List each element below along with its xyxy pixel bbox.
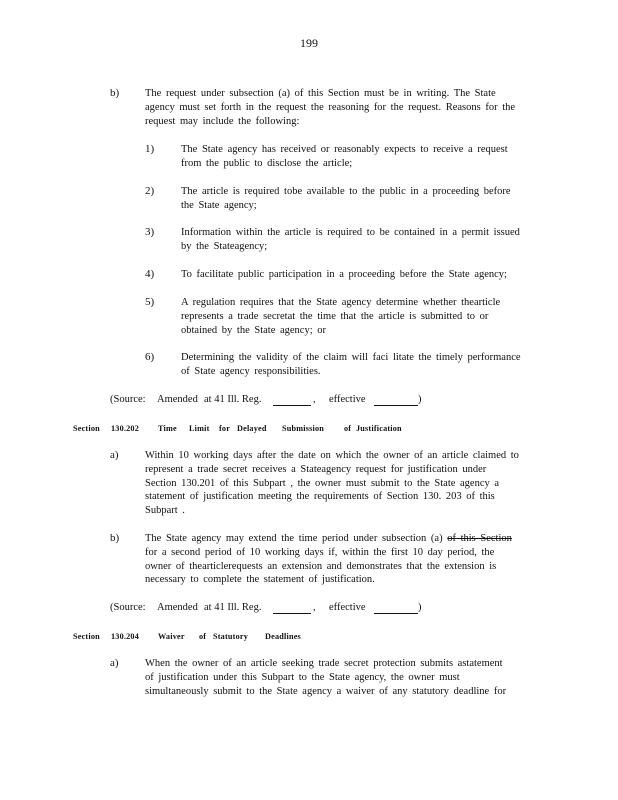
text-line: obtained by the State agency; or bbox=[181, 324, 326, 336]
subsection-a-label: a) bbox=[110, 449, 119, 461]
source-register: at 41 Ill. Reg. bbox=[204, 602, 262, 613]
struck-text: of this Section bbox=[447, 533, 512, 544]
text-line: The request under subsection (a) of this Section must be in writing. The State bbox=[145, 88, 496, 99]
text-line: To facilitate public participation in a proceeding before the State agency; bbox=[181, 269, 507, 280]
text-line: request may include the following: bbox=[145, 115, 300, 127]
source-effective: effective bbox=[329, 602, 366, 613]
text-line: The article is required tobe available to the public in a proceeding before bbox=[181, 186, 511, 197]
text-span: The State agency may extend the time period under subsection (a) bbox=[145, 533, 443, 544]
source-amended: Amended bbox=[157, 394, 198, 405]
subsection-b-label: b) bbox=[110, 87, 120, 99]
text-line: by the Stateagency; bbox=[181, 240, 268, 252]
section-label: Section bbox=[73, 424, 100, 433]
item-5-text bbox=[181, 296, 500, 337]
subsection-b-text bbox=[145, 87, 515, 128]
register-page-blank bbox=[273, 602, 311, 614]
section-label: Section bbox=[73, 632, 100, 641]
page-number: 199 bbox=[300, 36, 318, 50]
section-number: 130.204 bbox=[111, 632, 140, 641]
source-amended: Amended bbox=[157, 602, 198, 613]
section-title-word: of bbox=[199, 632, 207, 641]
section-title-word: Waiver bbox=[158, 632, 185, 641]
source-close: ) bbox=[418, 602, 422, 613]
source-register: at 41 Ill. Reg. bbox=[204, 394, 262, 405]
source-label: (Source: bbox=[110, 602, 146, 613]
item-2-label: 2) bbox=[145, 185, 155, 197]
text-line: Subpart . bbox=[145, 505, 185, 517]
item-6-label: 6) bbox=[145, 351, 155, 363]
subsection-b-label: b) bbox=[110, 532, 120, 544]
section-title-word: Statutory bbox=[213, 632, 249, 641]
section-title-word: Time bbox=[158, 424, 177, 433]
source-close: ) bbox=[418, 394, 422, 405]
item-4-text bbox=[181, 268, 507, 282]
text-line: A regulation requires that the State agency determine whether thearticle bbox=[181, 297, 501, 308]
item-5-label: 5) bbox=[145, 296, 155, 308]
text-line: The State agency has received or reasonably expects to receive a request bbox=[181, 144, 508, 155]
section-title-word: of bbox=[344, 424, 352, 433]
section-title-word: Delayed bbox=[237, 424, 267, 433]
text-line: Section 130.201 of this Subpart , the owner must submit to the State agency a bbox=[145, 477, 500, 489]
text-line: statement of justification meeting the requirements of Section 130. 203 of this bbox=[145, 491, 495, 503]
section-title-word: Deadlines bbox=[265, 632, 301, 641]
item-3-label: 3) bbox=[145, 226, 155, 238]
text-line: for a second period of 10 working days if, within the first 10 day period, the bbox=[145, 546, 495, 558]
comma: , bbox=[313, 394, 316, 405]
subsection-a-label: a) bbox=[110, 657, 119, 669]
section-title-word: Submission bbox=[282, 424, 325, 433]
text-line: represents a trade secretat the time that the article is submitted to or bbox=[181, 310, 489, 322]
item-6-text bbox=[181, 351, 521, 379]
effective-date-blank bbox=[374, 394, 418, 406]
text-line: of State agency responsibilities. bbox=[181, 365, 321, 377]
source-effective: effective bbox=[329, 394, 366, 405]
register-page-blank bbox=[273, 394, 311, 406]
item-3-text bbox=[181, 226, 520, 254]
text-line: the State agency; bbox=[181, 199, 257, 211]
source-label: (Source: bbox=[110, 394, 146, 405]
text-line: from the public to disclose the article; bbox=[181, 157, 353, 169]
text-line bbox=[145, 532, 512, 546]
text-line: Information within the article is required to be contained in a permit issued bbox=[181, 227, 520, 238]
subsection-a-text bbox=[145, 657, 506, 698]
text-line: represent a trade secret receives a Stateagency request for justification under bbox=[145, 463, 487, 475]
text-line: simultaneously submit to the State agency a waiver of any statutory deadline for bbox=[145, 685, 507, 697]
item-2-text bbox=[181, 185, 511, 213]
section-title-word: for bbox=[219, 424, 231, 433]
subsection-b-text bbox=[145, 532, 512, 587]
text-line: Determining the validity of the claim will faci litate the timely performance bbox=[181, 352, 521, 363]
subsection-a-text bbox=[145, 449, 519, 518]
text-line: When the owner of an article seeking trade secret protection submits astatement bbox=[145, 658, 503, 669]
text-line: necessary to complete the statement of justification. bbox=[145, 574, 375, 586]
text-line: agency must set forth in the request the reasoning for the request. Reasons for the bbox=[145, 101, 516, 113]
section-title-word: Limit bbox=[189, 424, 210, 433]
text-line: owner of thearticlerequests an extension and demonstrates that the extension is bbox=[145, 560, 497, 572]
section-number: 130.202 bbox=[111, 424, 140, 433]
item-4-label: 4) bbox=[145, 268, 155, 280]
comma: , bbox=[313, 602, 316, 613]
item-1-label: 1) bbox=[145, 143, 155, 155]
item-1-text bbox=[181, 143, 508, 171]
text-line: Within 10 working days after the date on which the owner of an article claimed to bbox=[145, 450, 519, 461]
text-line: of justification under this Subpart to the State agency, the owner must bbox=[145, 671, 460, 683]
effective-date-blank bbox=[374, 602, 418, 614]
section-title-word: Justification bbox=[356, 424, 402, 433]
